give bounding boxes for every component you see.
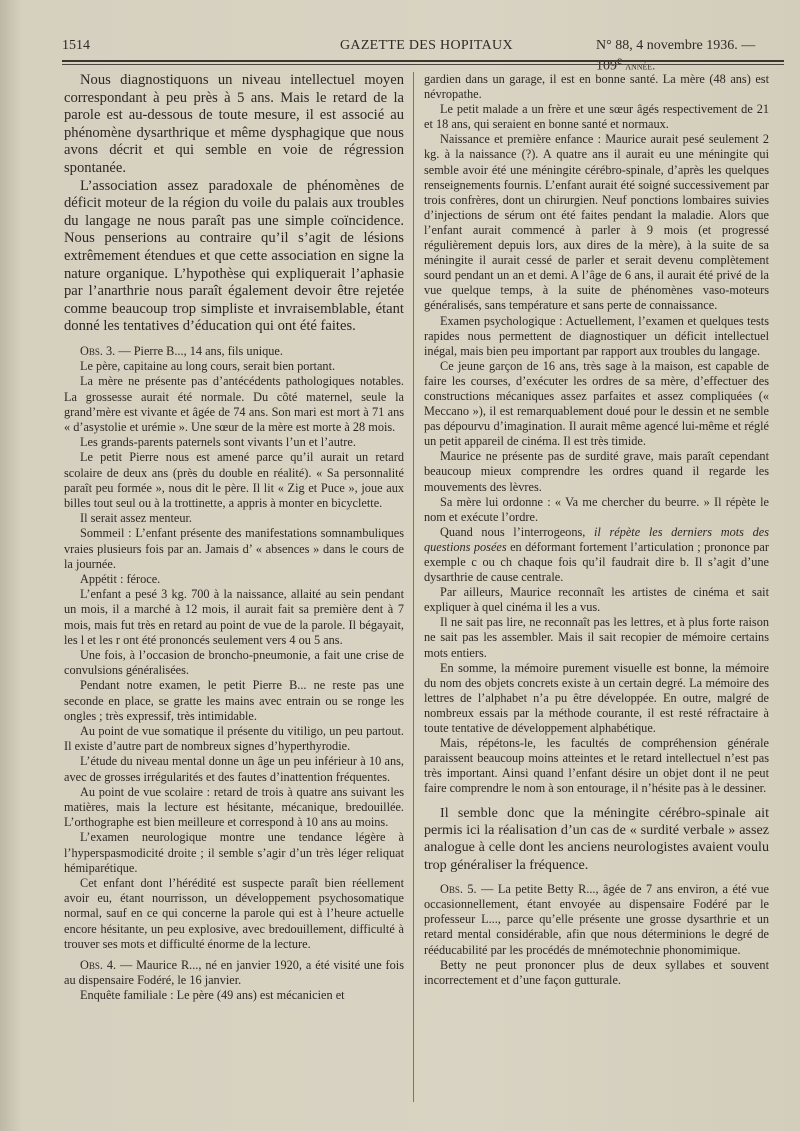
- issue-superscript: e: [617, 54, 623, 67]
- paragraph: Il semble donc que la méningite cérébro-spinale ait permis ici la réalisation d’un cas de « surdité verbale » assez analogue à celle dont les anciens neurologistes avaient voulu trop généraliser la fréquence.: [424, 804, 769, 873]
- paragraph: Examen psychologique : Actuellement, l’examen et quelques tests rapides nous permettent de diagnostiquer un déficit intellectuel inégal, mais bien peu important par rapport aux troubles du langage.: [424, 313, 769, 358]
- paragraph: Ce jeune garçon de 16 ans, très sage à la maison, est capable de faire les courses, d’exécuter les ordres de sa mère, d’effectuer des constructions mécaniques assez parfaites et assez compliquées (« Meccano »), il est remarquablement doué pour le dessin et ne semble pas dépourvu d’imagination. Il aurait même agencé lui-même et réglé un petit appareil de cinéma. Il est très timide.: [424, 358, 769, 449]
- issue-year-label: année.: [622, 58, 656, 73]
- paragraph: gardien dans un garage, il est en bonne santé. La mère (48 ans) est névropathe.: [424, 72, 769, 102]
- issue-info: [596, 38, 784, 75]
- observation-heading: Obs. 3. — Pierre B..., 14 ans, fils unique.: [80, 343, 283, 358]
- paragraph: Le père, capitaine au long cours, serait bien portant.: [80, 359, 336, 374]
- observation-heading: Obs. 5. — La petite Betty R..., âgée de 7 ans environ, a été vue occasionnellement, étant envoyée au dispensaire Fodéré par le professeur L..., parce qu’elle présente une grosse dysarthrie et un retard mental considérable, afin que nous déterminions le degré de rééducabilité par les procédés de mnémotechnie phonomimique.: [424, 882, 769, 957]
- page-header: [62, 38, 784, 74]
- journal-title: GAZETTE DES HOPITAUX: [340, 38, 513, 53]
- paragraph: Naissance et première enfance : Maurice aurait pesé seulement 2 kg. à la naissance (?). A quatre ans il aurait eu une méningite qui semble avoir été une méningite cérébro-spinale, d’après les quelques renseignements fournis. L’enfant aurait été soigné successivement par trois confrères, dont un chirurgien. Neuf ponctions lombaires suivies d’injections de sérum ont été faites pendant la maladie. Alors que l’enfant aurait commencé à parler à 9 mois (et progressé régulièrement depuis lors, aux dires de la mère), à la suite de sa méningite il aurait cessé de parler et serait devenu complètement sourd pendant un an et demi. A l’âge de 6 ans, il aurait été privé de la vue quelque temps, à la suite de phénomènes vaso-moteurs généralisés, sans température et sans perte de connaissance.: [424, 132, 769, 313]
- paragraph: Cet enfant dont l’hérédité est suspecte paraît bien réellement avoir eu, étant nourrisson, un développement psychosomatique normal, sauf en ce qui concerne la parole qui est à l’heure actuelle encore hésitante, un peu explosive, avec bredouillement, difficulté à trouver ses mots et difficulté énorme de la lecture.: [64, 876, 404, 951]
- paragraph: L’enfant a pesé 3 kg. 700 à la naissance, allaité au sein pendant un mois, il a marché à 12 mois, il aurait fait sa première dent à 7 mois, mais fut très en retard au point de vue de la parole. Il bégayait, les l et les r ont été prononcés seulement vers 4 ou 5 ans.: [64, 587, 404, 647]
- paragraph: En somme, la mémoire purement visuelle est bonne, la mémoire du nom des objets concrets existe à un certain degré. La mémoire des lettres de l’alphabet n’a pu être développée. En outre, malgré de nombreux essais par la méthode courante, il est resté réfractaire à toute tentative de développement alphabétique.: [424, 660, 769, 736]
- paragraph: Sommeil : L’enfant présente des manifestations somnambuliques vraies plusieurs fois par an. Jamais d’ « absences » dans le cours de la journée.: [64, 526, 404, 571]
- paragraph: L’association assez paradoxale de phénomènes de déficit moteur de la région du voile du palais aux troubles du langage ne nous paraît pas une simple coïncidence. Nous penserions au contraire qu’il s’agit de lésions extrêmement étendues et que cette association en signe la nature organique. L’hypothèse qui expliquerait l’aphasie par l’anarthrie nous paraît également devoir être rejetée comme beaucoup trop simpliste et invraisemblable, étant donné les tentatives d’éducation qui ont été faites.: [64, 177, 404, 335]
- paragraph: Maurice ne présente pas de surdité grave, mais paraît cependant beaucoup mieux comprendre les ordres quand il regarde les mouvements des lèvres.: [424, 449, 769, 494]
- paragraph: Au point de vue scolaire : retard de trois à quatre ans suivant les matières, mais la lecture est hésitante, mécanique, bredouillée. L’orthographe est bien meilleure et correspond à 10 ans au moins.: [64, 784, 404, 830]
- paragraph: Le petit Pierre nous est amené parce qu’il aurait un retard scolaire de deux ans (près du double en réalité). « Sa personnalité paraît peu formée », nous dit le père. Il lit « Zig et Puce », joue aux billes tout seul ou à la trottinette, a appris à monter en bicyclette.: [64, 450, 404, 510]
- observation-heading: Obs. 4. — Maurice R..., né en janvier 1920, a été visité une fois au dispensaire Fodéré, le 16 janvier.: [64, 958, 404, 988]
- paragraph: Enquête familiale : Le père (49 ans) est mécanicien et: [80, 988, 345, 1003]
- observation-label: Obs. 4.: [80, 958, 117, 973]
- page-number: 1514: [62, 38, 90, 53]
- paragraph: Nous diagnostiquons un niveau intellectuel moyen correspondant à peu près à 5 ans. Mais le retard de la parole est au-dessous de toute mesure, il est associé au phénomène dysarthrique et même dysphagique que nous avons décrit et qui semble en voie de régression spontanée.: [64, 72, 404, 176]
- paragraph: Les grands-parents paternels sont vivants l’un et l’autre.: [80, 435, 356, 450]
- observation-label: Obs. 5.: [440, 882, 477, 897]
- paragraph: Au point de vue somatique il présente du vitiligo, un peu partout. Il existe d’autre part de nombreux signes d’hyperthyrodie.: [64, 723, 404, 754]
- paragraph: Le petit malade a un frère et une sœur âgés respectivement de 21 et 18 ans, qui seraient en bonne santé et normaux.: [424, 102, 769, 132]
- paragraph: Une fois, à l’occasion de broncho-pneumonie, a fait une crise de convulsions généralisées.: [64, 647, 404, 678]
- column-divider: [413, 72, 414, 1102]
- issue-date: N° 88, 4 novembre 1936. — 109: [596, 38, 756, 74]
- header-rule: [62, 60, 784, 62]
- right-column: [424, 72, 769, 988]
- paragraph: L’examen neurologique montre une tendance légère à l’hyperspasmodicité droite ; il semble s’agir d’un très léger reliquat hémiparétique.: [64, 830, 404, 875]
- paragraph: Pendant notre examen, le petit Pierre B... ne reste pas une seconde en place, se gratte les mains avec entrain ou se ronge les ongles ; très expressif, très intimidable.: [64, 678, 404, 723]
- observation-label: Obs. 3.: [80, 343, 116, 358]
- paragraph: L’étude du niveau mental donne un âge un peu inférieur à 10 ans, avec de grosses irrégularités et des fautes d’inattention fréquentes.: [64, 754, 404, 784]
- paragraph: Betty ne peut prononcer plus de deux syllabes et souvent incorrectement et d’une façon gutturale.: [424, 957, 769, 987]
- paragraph: Mais, répétons-le, les facultés de compréhension générale paraissent beaucoup moins atteintes et le retard intellectuel n’est pas très important. Ainsi quand l’enfant désire un objet dont il ne peut faire comprendre le nom à son entourage, il n’hésite pas à le dessiner.: [424, 736, 769, 796]
- paragraph: Sa mère lui ordonne : « Va me chercher du beurre. » Il répète le nom et exécute l’ordre.: [424, 494, 769, 524]
- paragraph: Il serait assez menteur.: [80, 511, 192, 526]
- paragraph: Par ailleurs, Maurice reconnaît les artistes de cinéma et sait expliquer à quel cinéma il les a vus.: [424, 585, 769, 615]
- header-rule-thin: [62, 64, 784, 65]
- paragraph: La mère ne présente pas d’antécédents pathologiques notables. La grossesse aurait été normale. Du côté maternel, seule la grand’mère est vivante et âgée de 74 ans. Son mari est mort à 71 ans « d’asystolie et urémie ». Une sœur de la mère est morte à 28 mois.: [64, 374, 404, 434]
- paragraph: Il ne sait pas lire, ne reconnaît pas les lettres, et à plus forte raison ne sait pas les assembler. Mais il sait recopier de mémoire certains mots entiers.: [424, 615, 769, 660]
- paragraph: Quand nous l’interrogeons, il répète les derniers mots des questions posées en déformant fortement l’articulation ; prononce par exemple c ou ch chaque fois qu’il faudrait dire b. Il s’agit d’une dysarthrie de cause centrale.: [424, 524, 769, 585]
- emphasis: il répète les derniers mots des questions posées: [424, 524, 769, 554]
- left-column: [64, 72, 404, 1004]
- paragraph: Appétit : féroce.: [80, 571, 161, 586]
